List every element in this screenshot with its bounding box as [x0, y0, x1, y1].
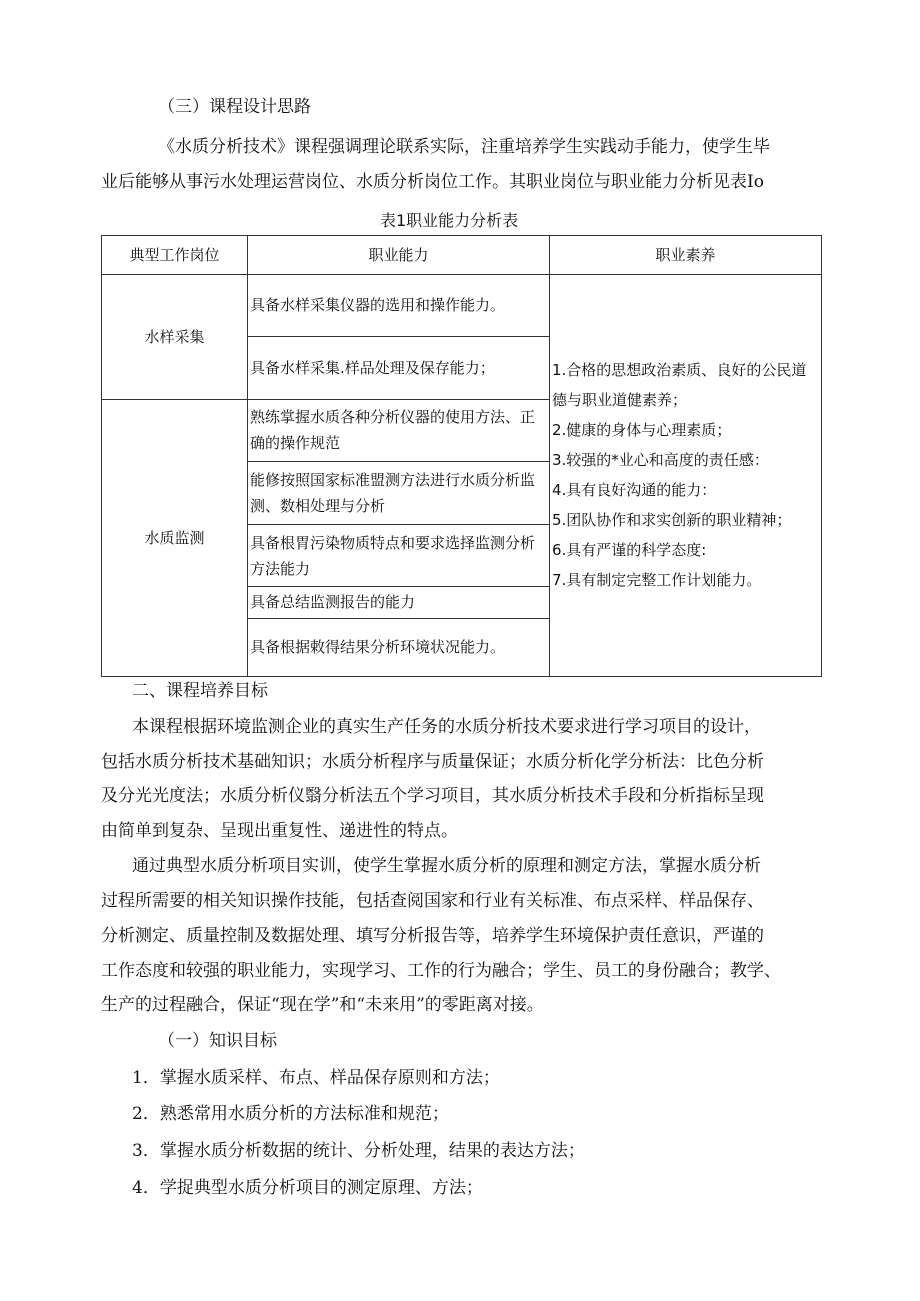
ability-cell: 具备根据敕得结果分析环境状况能力。 [248, 618, 550, 676]
table-caption: 表1职业能力分析表 [380, 211, 519, 230]
paragraph-line: 及分光光度法；水质分析仪翳分析法五个学习项目，其水质分析技术手段和分析指标呈现 [101, 786, 764, 806]
paragraph-line: 业后能够从事污水处理运营岗位、水质分析岗位工作。其职业岗位与职业能力分析见表Io [101, 172, 764, 192]
paragraph-line: 分析测定、质量控制及数据处理、填写分析报告等，培养学生环境保护责任意识，严谨的 [101, 926, 764, 946]
section-heading-course-design: （三）课程设计思路 [158, 97, 311, 117]
paragraph-line: 本课程根据环境监测企业的真实生产任务的水质分析技术要求进行学习项目的设计， [132, 717, 761, 737]
list-item: 2．熟悉常用水质分析的方法标准和规范； [132, 1104, 449, 1124]
ability-cell: 具备水样采集.样品处理及保存能力； [248, 337, 550, 400]
table-header-row [102, 236, 822, 275]
section-heading-goals: 二、课程培养目标 [132, 681, 268, 701]
paragraph-line: 工作态度和较强的职业能力，实现学习、工作的行为融合；学生、员工的身份融合；教学、 [101, 961, 781, 981]
header-ability: 职业能力 [248, 236, 550, 275]
ability-cell: 具备水样采集仪器的选用和操作能力。 [248, 274, 550, 337]
paragraph-line: 包括水质分析技术基础知识；水质分析程序与质量保证；水质分析化学分析法：比色分析 [101, 752, 764, 772]
quality-item: 1.合格的思想政治素质、良好的公民道德与职业道健素养； [552, 361, 807, 410]
quality-item: 5.团队协作和求实创新的职业精神； [552, 511, 792, 530]
list-item: 4．学捉典型水质分析项目的测定原理、方法； [132, 1178, 483, 1198]
ability-cell: 熟练掌握水质各种分析仪器的使用方法、正确的操作规范 [248, 399, 550, 462]
paragraph-line: 《水质分析技术》课程强调理论联系实际，注重培养学生实践动手能力，使学生毕 [158, 137, 770, 157]
paragraph-line: 通过典型水质分析项目实训，使学生掌握水质分析的原理和测定方法，掌握水质分析 [132, 856, 761, 876]
quality-item: 4.具有良好沟通的能力： [552, 481, 717, 500]
ability-cell: 能修按照国家标准盟测方法进行水质分析监测、数相处理与分析 [248, 462, 550, 525]
post-cell: 水质监测 [102, 399, 248, 676]
paragraph-line: 生产的过程融合，保证“现在学”和“未来用”的零距离对接。 [101, 995, 544, 1015]
paragraph-line: 过程所需要的相关知识操作技能，包括查阅国家和行业有关标准、布点采样、样品保存、 [101, 891, 764, 911]
ability-cell: 具备根胃污染物质特点和要求选择监测分析方法能力 [248, 524, 550, 587]
post-cell: 水样采集 [102, 274, 248, 399]
header-quality: 职业素养 [550, 236, 822, 275]
quality-item: 3.较强的*业心和高度的责任感： [552, 451, 769, 470]
header-post: 典型工作岗位 [102, 236, 248, 275]
list-item: 1．掌握水质采样、布点、样品保存原则和方法； [132, 1068, 500, 1088]
ability-cell: 具备总结监测报告的能力 [248, 587, 550, 618]
table-row [102, 274, 822, 337]
list-item: 3．掌握水质分析数据的统计、分析处理，结果的表达方法； [132, 1141, 585, 1161]
paragraph-line: 由简单到复杂、呈现出重复性、递进性的特点。 [101, 821, 458, 841]
quality-item: 2.健康的身体与心理素质； [552, 421, 732, 440]
quality-item: 7.具有制定完整工作计划能力。 [552, 571, 762, 590]
career-ability-table [101, 235, 822, 677]
section-heading-knowledge: （一）知识目标 [158, 1031, 277, 1051]
quality-item: 6.具有严谨的科学态度: [552, 541, 707, 560]
quality-cell [550, 274, 822, 676]
